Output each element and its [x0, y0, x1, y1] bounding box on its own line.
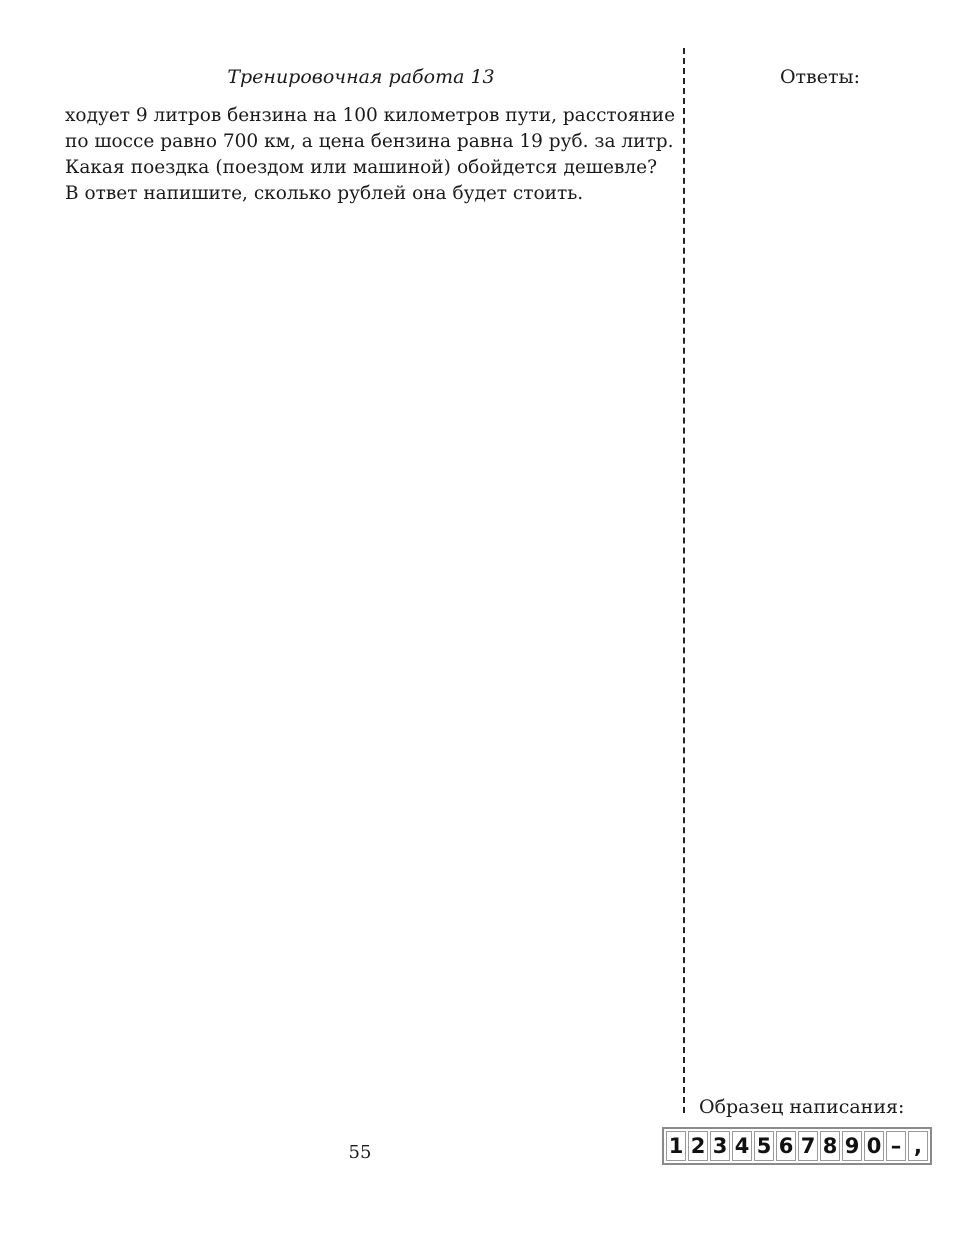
problem-text — [65, 103, 676, 207]
sample-digit-box: 1 — [666, 1131, 686, 1161]
sample-digit-box: 6 — [776, 1131, 796, 1161]
answers-column-title: Ответы: — [779, 66, 861, 88]
sample-dash-box: – — [886, 1131, 906, 1161]
problem-line: по шоссе равно 700 км, а цена бензина равна 19 руб. за литр. — [65, 131, 674, 152]
sample-digit-box: 2 — [688, 1131, 708, 1161]
page-header-title: Тренировочная работа 13 — [227, 66, 495, 88]
sample-digit-box: 8 — [820, 1131, 840, 1161]
sample-digit-box: 7 — [798, 1131, 818, 1161]
sample-writing-label: Образец написания: — [699, 1096, 905, 1118]
sample-digit-box: 4 — [732, 1131, 752, 1161]
sample-digit-box: 0 — [864, 1131, 884, 1161]
sample-comma-box: , — [908, 1131, 928, 1161]
problem-line: В ответ напишите, сколько рублей она будет стоить. — [65, 183, 584, 204]
page-number: 55 — [348, 1142, 372, 1163]
column-divider — [683, 48, 685, 1113]
sample-digit-box: 3 — [710, 1131, 730, 1161]
sample-digit-box: 9 — [842, 1131, 862, 1161]
sample-writing-boxes — [662, 1127, 932, 1165]
sample-digit-box: 5 — [754, 1131, 774, 1161]
problem-line: ходует 9 литров бензина на 100 километров пути, расстояние — [65, 105, 676, 126]
problem-line: Какая поездка (поездом или машиной) обойдется дешевле? — [65, 157, 657, 178]
